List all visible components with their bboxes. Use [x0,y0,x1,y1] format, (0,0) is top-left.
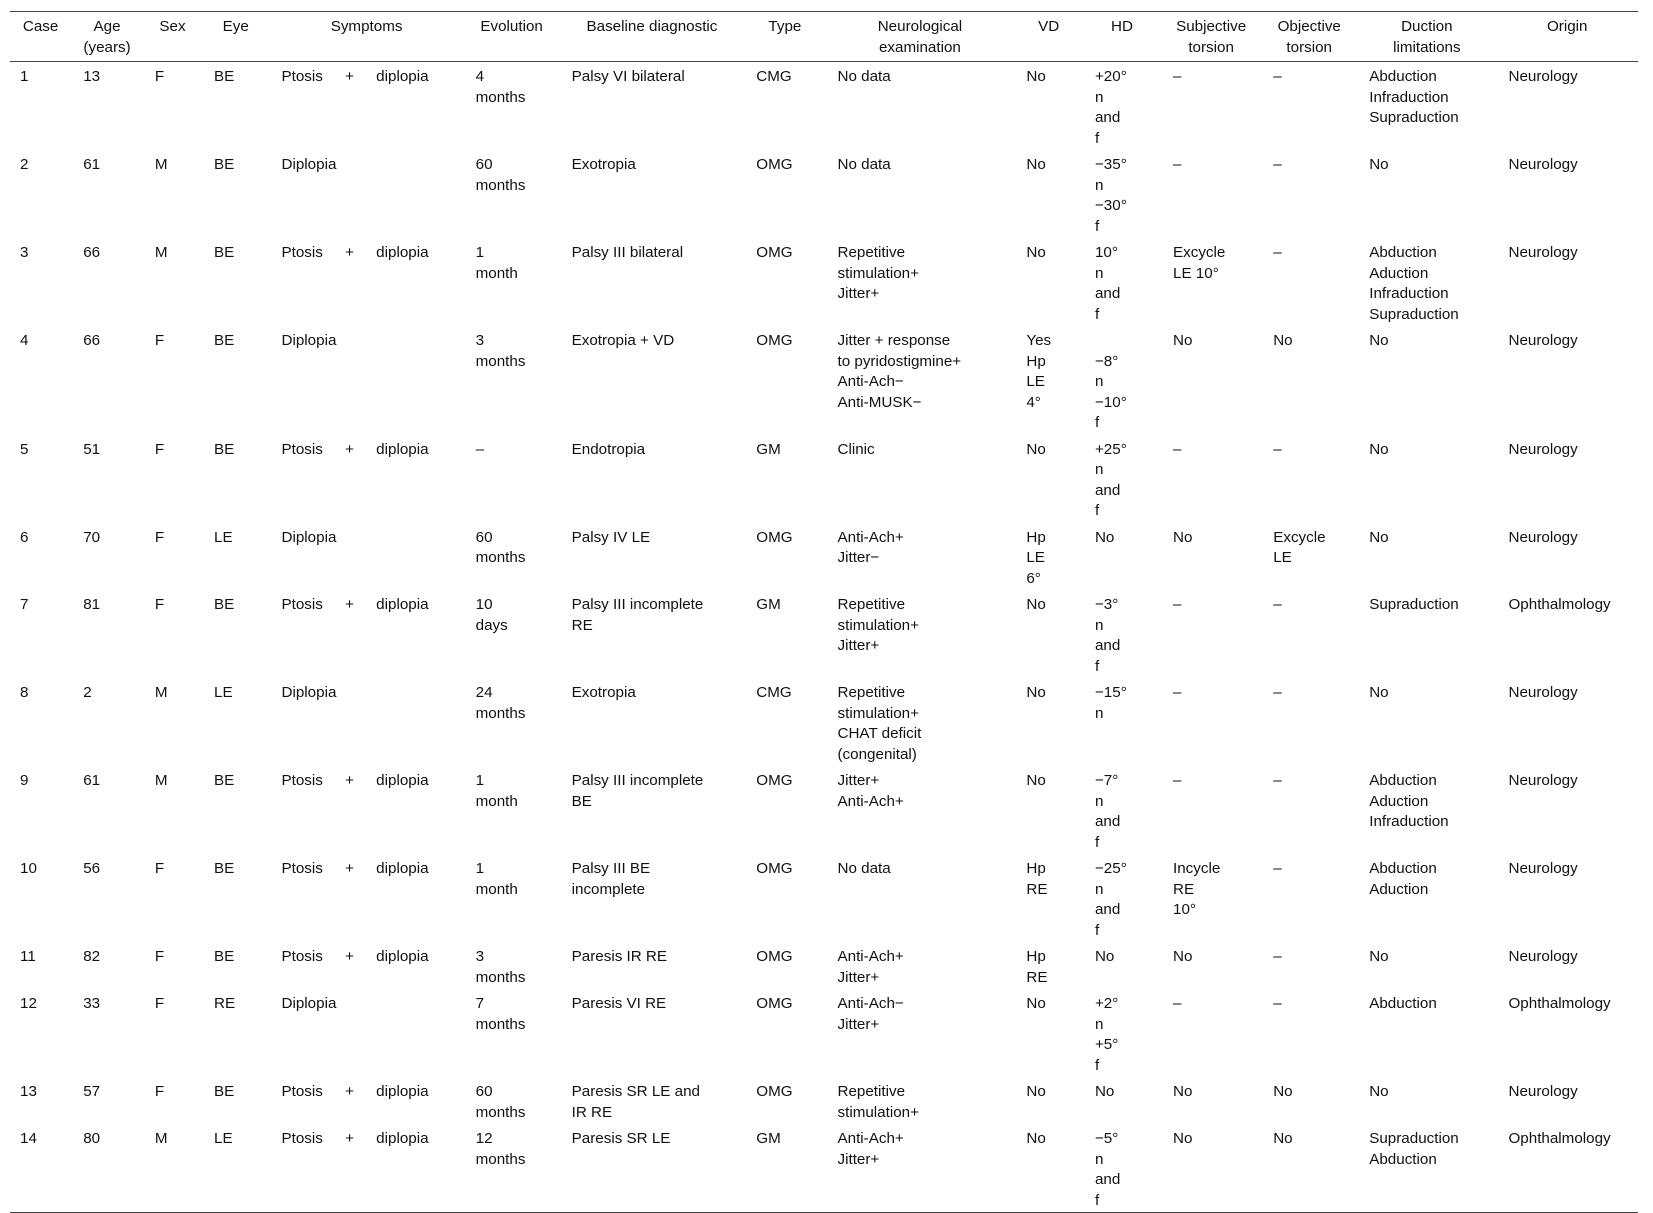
cell-vd: No [1026,440,1046,458]
cell-symptoms [270,854,464,942]
symptoms-text: Ptosis + diplopia [281,1130,429,1147]
cell-neuro: Jitter + response to pyridostigmine+ Anti-Ach− Anti-MUSK− [837,332,962,411]
cell-duction: Abduction Aduction Infraduction Supraduction [1369,244,1459,323]
cell-baseline: Exotropia [571,156,636,173]
cell-evolution: 1 month [475,772,518,810]
cell-baseline: Exotropia + VD [571,332,675,349]
cell-eye: BE [214,244,235,261]
cell-vd: No [1026,684,1046,701]
cell-vd: No [1026,596,1046,613]
cell-obj: – [1273,995,1282,1012]
symptoms-text: Ptosis + diplopia [281,948,429,965]
cell-origin: Ophthalmology [1508,995,1611,1012]
cell-obj: – [1273,596,1282,613]
symptoms-text: Ptosis + diplopia [281,440,429,458]
cell-age: 82 [83,948,101,965]
cell-baseline: Palsy VI bilateral [571,68,685,85]
cell-eye: BE [214,596,235,613]
cell-duction: Abduction [1369,995,1437,1012]
cell-case: 11 [20,948,36,965]
cell-subj: – [1173,440,1182,458]
cell-origin: Neurology [1508,156,1578,173]
cell-evolution: 60 months [475,156,526,194]
symptoms-text: Ptosis + diplopia [281,596,429,613]
cell-obj: – [1273,684,1282,701]
cell-type: OMG [756,772,793,789]
cell-hd: −7° n and f [1094,772,1121,851]
symptoms-justified [282,595,432,616]
cell-baseline: Paresis SR LE and IR RE [571,1083,700,1121]
cell-baseline: Palsy III incomplete BE [571,772,704,810]
cell-eye: RE [214,995,236,1012]
symptoms-justified [282,440,432,461]
cell-type: GM [756,596,781,613]
cell-obj: – [1273,440,1282,458]
cell-sex: F [154,332,165,349]
cell-evolution: 4 months [475,68,526,106]
cell-hd: −3° n and f [1094,596,1121,675]
cell-subj: No [1173,332,1193,349]
cell-origin: Neurology [1508,332,1578,349]
symptoms-text: Ptosis + diplopia [281,860,429,877]
cell-neuro: No data [837,156,891,173]
cell-type: OMG [756,995,793,1012]
cell-age: 56 [83,860,101,877]
column-header-age: Age (years) [83,18,131,56]
cell-subj: Excycle LE 10° [1173,244,1226,282]
cell-symptoms [270,590,464,678]
clinical-cases-table-container [10,11,1638,1213]
table-row [10,1077,1638,1124]
table-row [10,942,1638,989]
cell-case: 9 [20,772,29,789]
cell-origin: Ophthalmology [1508,1130,1611,1147]
cell-vd: No [1026,995,1046,1012]
cell-neuro: Anti-Ach+ Jitter− [837,528,904,566]
cell-neuro: No data [837,68,891,85]
cell-eye: LE [214,528,233,546]
cell-vd: No [1026,1083,1046,1100]
column-header-baseline: Baseline diagnostic [586,18,718,35]
symptoms-justified [282,859,432,880]
cell-duction: No [1369,332,1389,349]
cell-eye: BE [214,156,235,173]
cell-symptoms: Diplopia [281,332,337,349]
cell-eye: BE [214,948,235,965]
table-header-row [10,12,1638,62]
cell-age: 57 [83,1083,101,1100]
cell-eye: BE [214,68,235,85]
column-header-eye: Eye [222,18,249,35]
cell-neuro: Repetitive stimulation+ Jitter+ [837,244,919,302]
symptoms-justified [282,243,432,264]
cell-vd: Hp LE 6° [1026,528,1046,587]
cell-symptoms [270,238,464,326]
symptoms-text: Ptosis + diplopia [281,772,429,789]
cell-baseline: Endotropia [571,440,646,458]
cell-origin: Neurology [1508,244,1578,261]
cell-type: OMG [756,948,793,965]
cell-baseline: Paresis IR RE [571,948,668,965]
cell-evolution: 3 months [475,332,526,370]
cell-case: 13 [20,1083,37,1100]
cell-duction: Supraduction [1369,596,1459,613]
cell-duction: No [1369,528,1389,546]
cell-origin: Neurology [1508,860,1578,877]
cell-evolution: 3 months [475,948,526,986]
cell-hd: −8° n −10° f [1094,352,1127,431]
cell-vd: No [1026,68,1046,85]
cell-age: 61 [83,772,101,789]
cell-case: 7 [20,596,29,613]
cell-subj: No [1173,528,1193,546]
cell-evolution: 60 months [475,1083,526,1121]
cell-symptoms [270,766,464,854]
cell-sex: F [154,440,165,458]
cell-hd: −5° n and f [1094,1130,1121,1209]
cell-evolution: – [475,440,485,458]
cell-vd: No [1026,156,1046,173]
cell-eye: BE [214,332,235,349]
cell-duction: No [1369,948,1389,965]
cell-subj: – [1173,596,1182,613]
cell-duction: Supraduction Abduction [1369,1130,1459,1168]
column-header-neuro: Neurological examination [877,18,963,56]
cell-sex: F [154,860,165,877]
cell-baseline: Palsy III incomplete RE [571,596,704,634]
cell-type: OMG [756,156,793,173]
cell-sex: F [154,948,165,965]
cell-origin: Neurology [1508,684,1578,701]
cell-type: GM [756,1130,781,1147]
cell-origin: Neurology [1508,68,1578,85]
cell-hd: No [1094,948,1115,965]
symptoms-justified [282,67,432,88]
cell-duction: Abduction Infraduction Supraduction [1369,68,1459,126]
column-header-case: Case [22,18,59,35]
cell-symptoms [270,435,464,523]
cell-evolution: 7 months [475,995,526,1033]
symptoms-text: Ptosis + diplopia [281,68,429,85]
cell-hd: +2° n +5° f [1094,995,1119,1074]
cell-duction: No [1369,440,1389,458]
cell-duction: No [1369,1083,1389,1100]
symptoms-justified [282,1082,432,1103]
cell-obj: No [1273,1130,1293,1147]
cell-origin: Neurology [1508,948,1578,965]
cell-case: 2 [20,156,29,173]
cell-case: 8 [20,684,29,701]
table-row [10,523,1638,591]
cell-baseline: Palsy III bilateral [571,244,684,261]
cell-neuro: Clinic [837,440,875,458]
cell-evolution: 1 month [475,244,518,282]
symptoms-text: Ptosis + diplopia [281,244,429,261]
column-header-vd: VD [1038,18,1060,35]
clinical-cases-table [10,11,1638,1213]
cell-hd: No [1094,528,1115,546]
cell-origin: Neurology [1508,528,1578,546]
cell-obj: No [1273,332,1293,349]
cell-origin: Neurology [1508,1083,1578,1100]
cell-type: OMG [756,244,793,261]
cell-vd: No [1026,1130,1046,1147]
cell-hd: +20° n and f [1094,68,1127,147]
cell-age: 51 [83,440,101,458]
cell-eye: BE [214,772,235,789]
column-header-origin: Origin [1546,18,1588,35]
cell-eye: LE [214,684,233,701]
cell-hd: −15° n [1094,684,1127,722]
cell-type: OMG [756,1083,793,1100]
cell-obj: – [1273,244,1282,261]
cell-symptoms [270,942,464,989]
cell-neuro: Repetitive stimulation+ [837,1083,919,1121]
table-body [10,62,1638,1213]
cell-obj: Excycle LE [1273,528,1326,566]
cell-eye: BE [214,1083,235,1100]
cell-baseline: Paresis VI RE [571,995,667,1012]
cell-duction: Abduction Aduction Infraduction [1369,772,1449,830]
table-row [10,989,1638,1077]
cell-vd: No [1026,772,1046,789]
cell-origin: Neurology [1508,772,1578,789]
cell-hd: No [1094,1083,1115,1100]
table-row [10,678,1638,766]
cell-sex: F [154,68,165,85]
column-header-duction: Duction limitations [1393,18,1461,56]
cell-case: 3 [20,244,29,261]
cell-case: 5 [20,440,29,458]
cell-sex: F [154,596,165,613]
cell-vd: Hp RE [1026,860,1048,898]
cell-baseline: Exotropia [571,684,636,701]
cell-type: CMG [756,68,792,85]
cell-symptoms: Diplopia [281,995,337,1012]
cell-type: OMG [756,332,793,349]
table-row [10,1124,1638,1213]
cell-subj: – [1173,684,1182,701]
cell-neuro: Repetitive stimulation+ Jitter+ [837,596,919,654]
cell-case: 10 [20,860,37,877]
cell-baseline: Paresis SR LE [571,1130,671,1147]
cell-eye: BE [214,860,235,877]
cell-evolution: 1 month [475,860,518,898]
table-row [10,435,1638,523]
cell-type: GM [756,440,781,458]
cell-age: 2 [83,684,92,701]
table-row [10,590,1638,678]
cell-age: 13 [83,68,101,85]
table-row [10,150,1638,238]
cell-symptoms [270,1077,464,1124]
cell-symptoms: Diplopia [281,684,337,701]
cell-neuro: Anti-Ach− Jitter+ [837,995,904,1033]
cell-eye: LE [214,1130,233,1147]
cell-subj: Incycle RE 10° [1173,860,1221,918]
cell-type: CMG [756,684,792,701]
cell-obj: – [1273,68,1282,85]
cell-symptoms: Diplopia [281,528,337,546]
cell-obj: No [1273,1083,1293,1100]
cell-neuro: No data [837,860,891,877]
symptoms-justified [282,947,432,968]
cell-age: 66 [83,332,101,349]
cell-evolution: 60 months [475,528,526,566]
cell-sex: M [154,684,168,701]
cell-hd: +25° n and f [1094,440,1127,519]
column-header-evolution: Evolution [480,18,543,35]
cell-baseline: Palsy IV LE [571,528,651,546]
cell-type: OMG [756,860,793,877]
cell-subj: No [1173,1130,1193,1147]
cell-subj: No [1173,1083,1193,1100]
column-header-sex: Sex [159,18,186,35]
cell-obj: – [1273,860,1282,877]
cell-case: 4 [20,332,29,349]
cell-sex: F [154,1083,165,1100]
cell-subj: No [1173,948,1193,965]
cell-hd: −25° n and f [1094,860,1127,939]
cell-duction: No [1369,684,1389,701]
cell-case: 6 [20,528,29,546]
cell-age: 81 [83,596,101,613]
cell-hd: 10° n and f [1094,244,1121,323]
cell-obj: – [1273,772,1282,789]
cell-neuro: Repetitive stimulation+ CHAT deficit (congenital) [837,684,922,763]
cell-age: 70 [83,528,101,546]
column-header-type: Type [768,18,802,35]
cell-obj: – [1273,156,1282,173]
cell-vd: Hp RE [1026,948,1048,986]
cell-sex: M [154,244,168,261]
symptoms-justified [282,1129,432,1150]
cell-sex: F [154,995,165,1012]
table-row [10,326,1638,435]
cell-type: OMG [756,528,793,546]
cell-case: 14 [20,1130,37,1147]
cell-duction: Abduction Aduction [1369,860,1437,898]
cell-subj: – [1173,772,1182,789]
cell-symptoms: Diplopia [281,156,337,173]
cell-age: 33 [83,995,101,1012]
cell-age: 61 [83,156,101,173]
column-header-obj: Objective torsion [1277,18,1341,56]
cell-sex: M [154,1130,168,1147]
table-row [10,62,1638,151]
cell-origin: Ophthalmology [1508,596,1611,613]
table-row [10,854,1638,942]
cell-sex: F [154,528,165,546]
column-header-hd: HD [1111,18,1133,35]
cell-sex: M [154,156,168,173]
cell-vd: Yes Hp LE 4° [1026,332,1052,411]
cell-case: 1 [20,68,29,85]
cell-evolution: 24 months [475,684,526,722]
table-row [10,238,1638,326]
cell-neuro: Anti-Ach+ Jitter+ [837,1130,904,1168]
cell-subj: – [1173,68,1182,85]
cell-neuro: Anti-Ach+ Jitter+ [837,948,904,986]
table-row [10,766,1638,854]
cell-vd: No [1026,244,1046,261]
cell-evolution: 12 months [475,1130,526,1168]
cell-hd: −35° n −30° f [1094,156,1127,235]
cell-symptoms [270,1124,464,1213]
symptoms-justified [282,771,432,792]
cell-case: 12 [20,995,37,1012]
cell-symptoms [270,62,464,151]
cell-age: 66 [83,244,101,261]
column-header-subj: Subjective torsion [1176,18,1247,56]
cell-eye: BE [214,440,235,458]
cell-neuro: Jitter+ Anti-Ach+ [837,772,904,810]
cell-duction: No [1369,156,1389,173]
cell-origin: Neurology [1508,440,1578,458]
cell-evolution: 10 days [475,596,508,634]
cell-sex: M [154,772,168,789]
cell-age: 80 [83,1130,101,1147]
column-header-symptoms: Symptoms [330,18,403,35]
cell-obj: – [1273,948,1282,965]
cell-subj: – [1173,995,1182,1012]
symptoms-text: Ptosis + diplopia [281,1083,429,1100]
cell-baseline: Palsy III BE incomplete [571,860,651,898]
cell-subj: – [1173,156,1182,173]
